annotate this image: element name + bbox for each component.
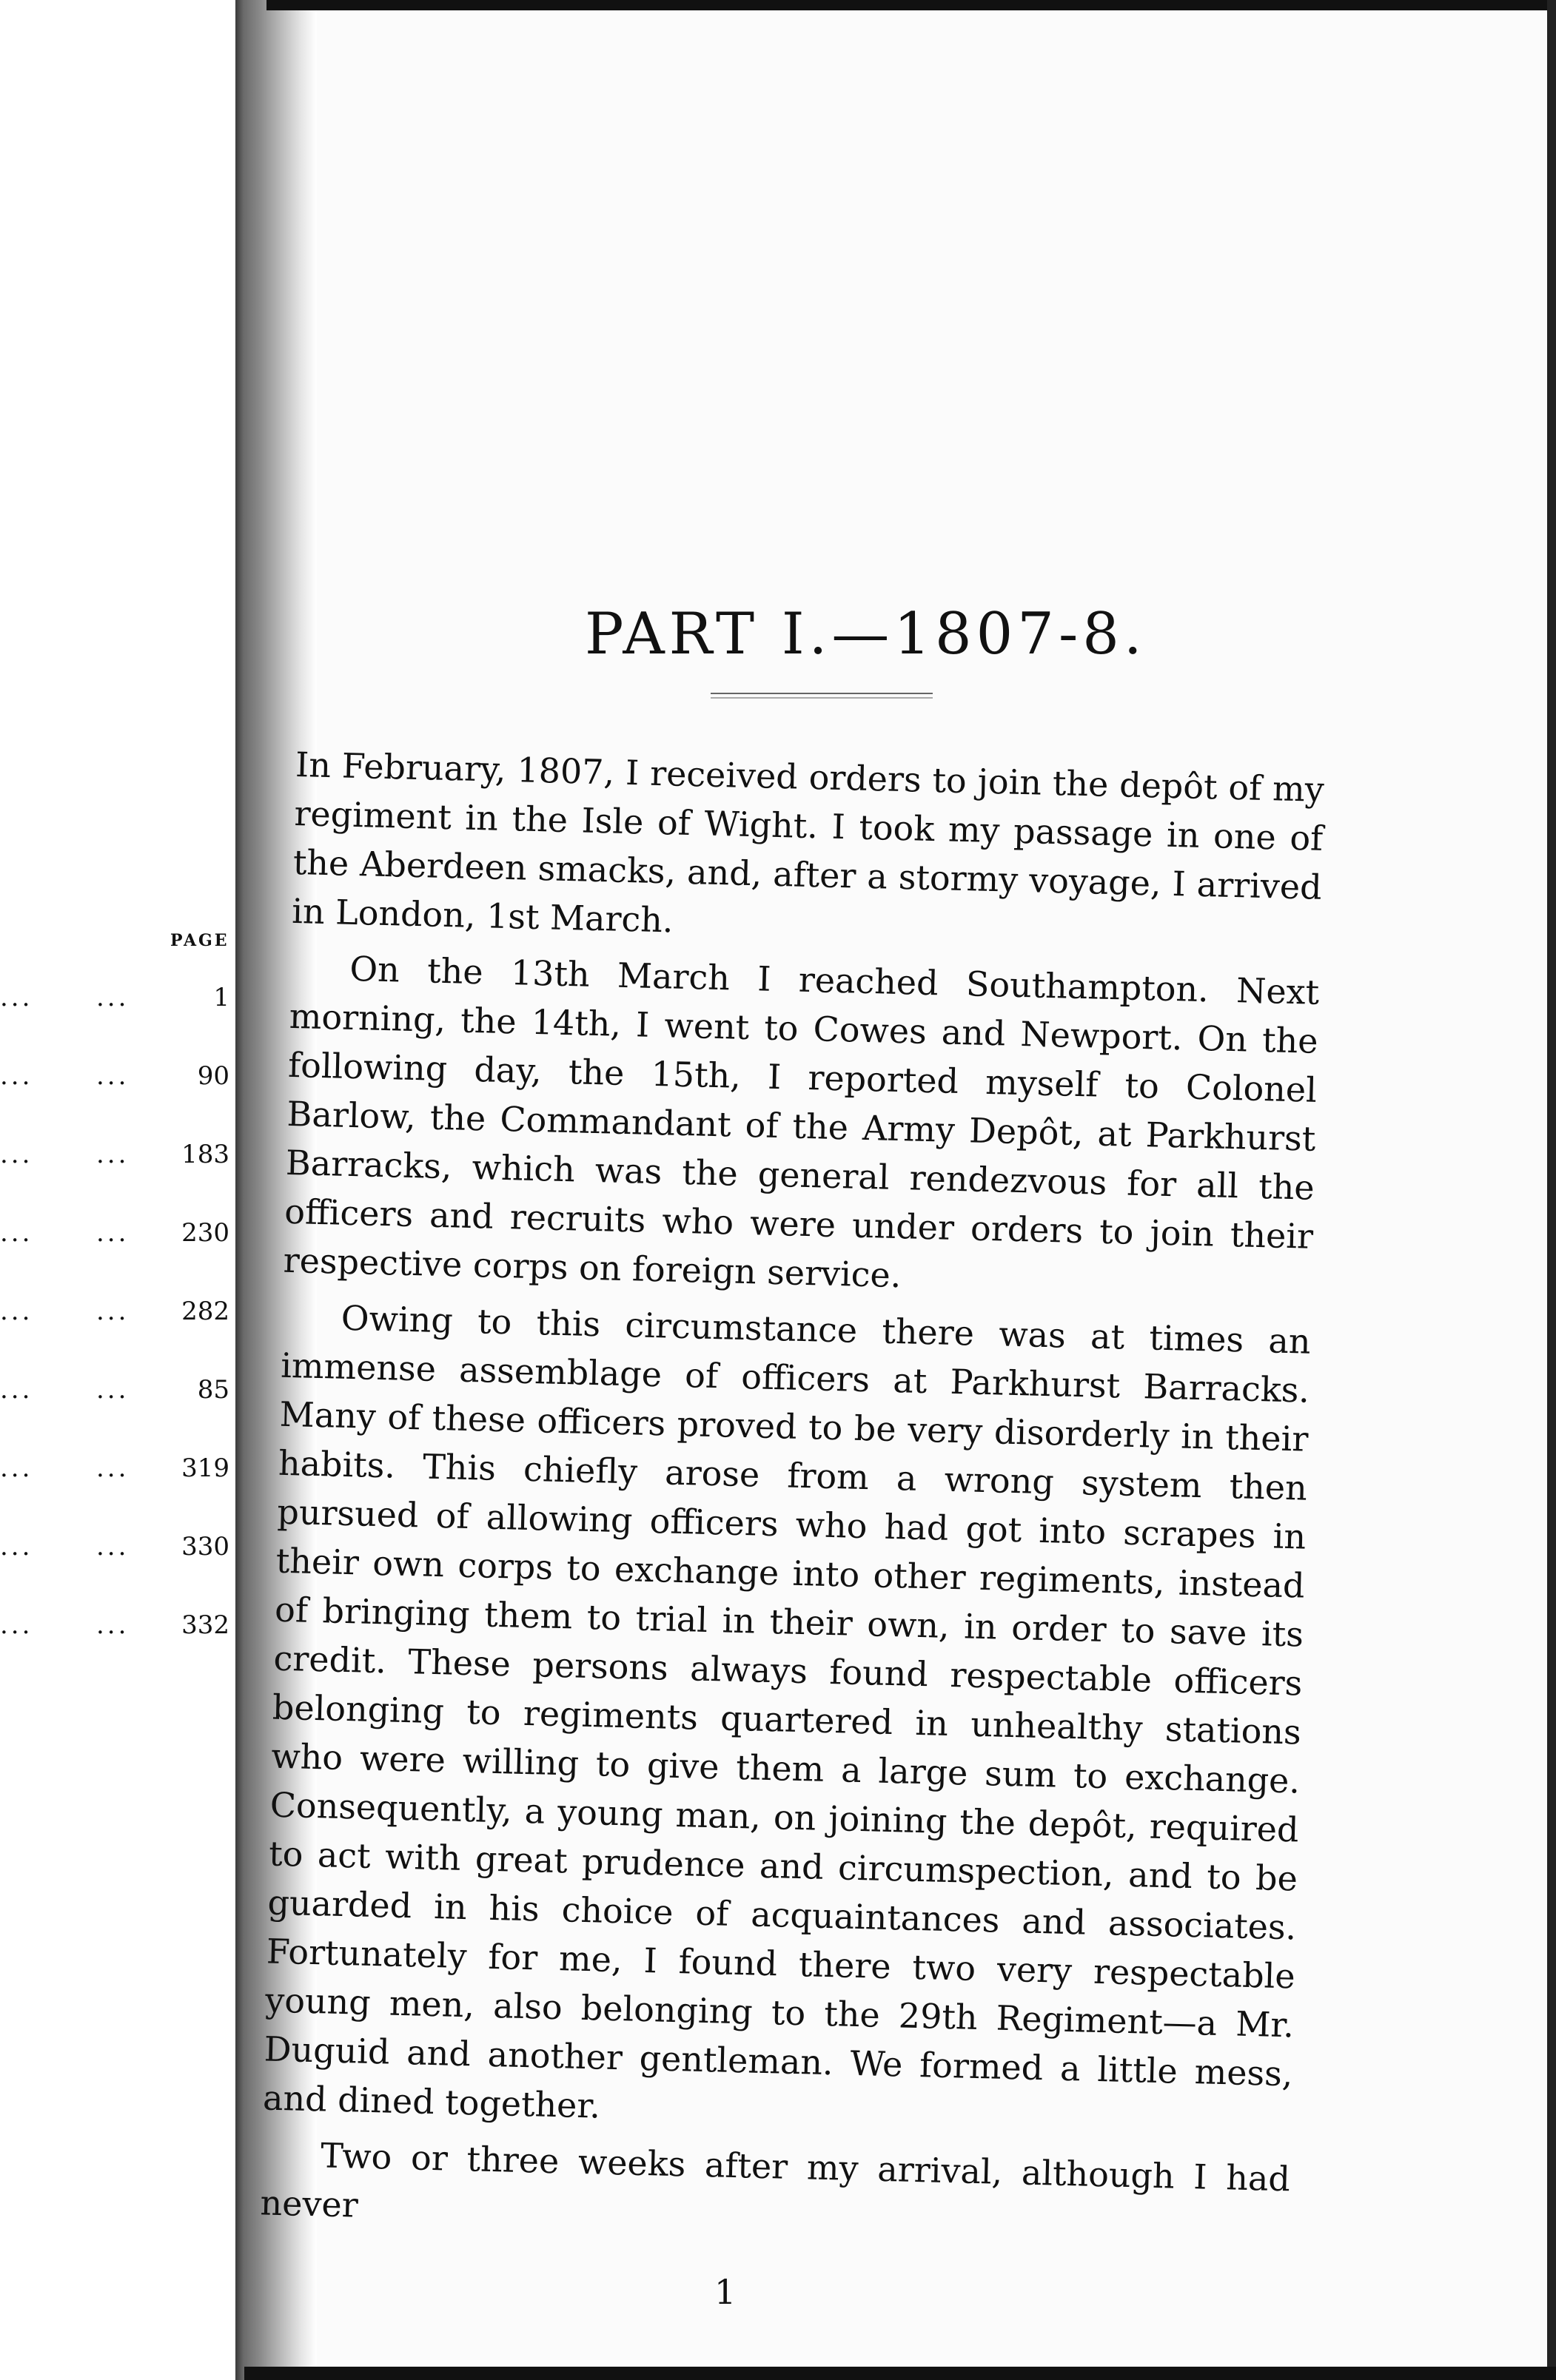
toc-row [0, 1532, 244, 1576]
toc-leader-dots: ... [96, 983, 130, 1012]
toc-leader-dots: ... [0, 1453, 33, 1483]
toc-row [0, 1297, 244, 1341]
toc-leader-dots: ... [0, 1297, 33, 1326]
toc-leader-dots: ... [96, 1297, 130, 1326]
toc-leader-dots: ... [0, 1061, 33, 1091]
toc-row [0, 983, 244, 1027]
paragraph: Owing to this circumstance there was at times an immense assemblage of officers at Parkhurst Barracks. Many of these officers proved to be very disorderly in their habits. This chiefly arose from a wrong system then pursued of allowing officers who had got into scrapes in their own corps to exchange into other regiments, instead of bringing them to trial in their own, in order to save its credit. These persons always found respectable officers belonging to regiments quartered in unhealthy stations who were willing to give them a large sum to exchange. Consequently, a young man, on joining the depôt, required to act with great prudence and circumspection, and to be guarded in his choice of acquaintances and associates. Fortunately for me, I found there two very respectable young men, also belonging to the 29th Regiment—a Mr. Duguid and another gentleman. We formed a little mess, and dined together. [262, 1297, 1312, 2126]
toc-leader-dots: ... [96, 1375, 130, 1405]
toc-row [0, 1610, 244, 1655]
toc-row [0, 1061, 244, 1106]
toc-leader-dots: ... [96, 1532, 130, 1562]
toc-page-number: 332 [181, 1610, 229, 1640]
toc-leader-dots: ... [96, 1453, 130, 1483]
paragraph: Two or three weeks after my arrival, although I had never [260, 2135, 1291, 2225]
toc-page-number: 230 [181, 1218, 229, 1248]
chapter-title: PART I.—1807-8. [585, 601, 1147, 668]
toc-page-number: 85 [197, 1375, 229, 1405]
toc-page-number: 319 [181, 1453, 229, 1483]
toc-leader-dots: ... [96, 1610, 130, 1640]
toc-page-number: 90 [197, 1061, 229, 1091]
toc-leader-dots: ... [0, 1218, 33, 1248]
paragraph: On the 13th March I reached Southampton. Next morning, the 14th, I went to Cowes and Newport. On the following day, the 15th, I reported myself to Colonel Barlow, the Commandant of the Army Depôt, at Parkhurst Barracks, which was the general rendezvous for all the officers and recruits who were under orders to join their respective corps on foreign service. [283, 948, 1320, 1296]
paragraph: In February, 1807, I received orders to join the depôt of my regiment in the Isle of Wight. I took my passage in one of the Aberdeen smacks, and, after a stormy voyage, I arrived in London, 1st March. [291, 744, 1325, 941]
toc-row [0, 1218, 244, 1263]
left-page [0, 0, 244, 2380]
toc-leader-dots: ... [0, 1375, 33, 1405]
toc-page-number: 330 [181, 1532, 229, 1562]
toc-leader-dots: ... [0, 983, 33, 1012]
scan-right-edge [1547, 0, 1556, 2380]
title-rule [711, 693, 933, 699]
toc-leader-dots: ... [96, 1218, 130, 1248]
page-number: 1 [714, 2272, 737, 2312]
toc-row [0, 1375, 244, 1419]
body-text [260, 740, 1325, 2259]
scan-bottom-edge [244, 2367, 1556, 2380]
toc-row [0, 1453, 244, 1498]
toc-page-number: 282 [181, 1297, 229, 1326]
toc-leader-dots: ... [0, 1610, 33, 1640]
toc-leader-dots: ... [96, 1061, 130, 1091]
toc-row [0, 1140, 244, 1184]
toc-leader-dots: ... [0, 1532, 33, 1562]
toc-leader-dots: ... [0, 1140, 33, 1169]
toc-page-number: 183 [181, 1140, 229, 1169]
toc-leader-dots: ... [96, 1140, 130, 1169]
scan-top-edge [266, 0, 1556, 10]
toc-page-header: PAGE [170, 931, 229, 950]
toc-page-number: 1 [213, 983, 229, 1012]
